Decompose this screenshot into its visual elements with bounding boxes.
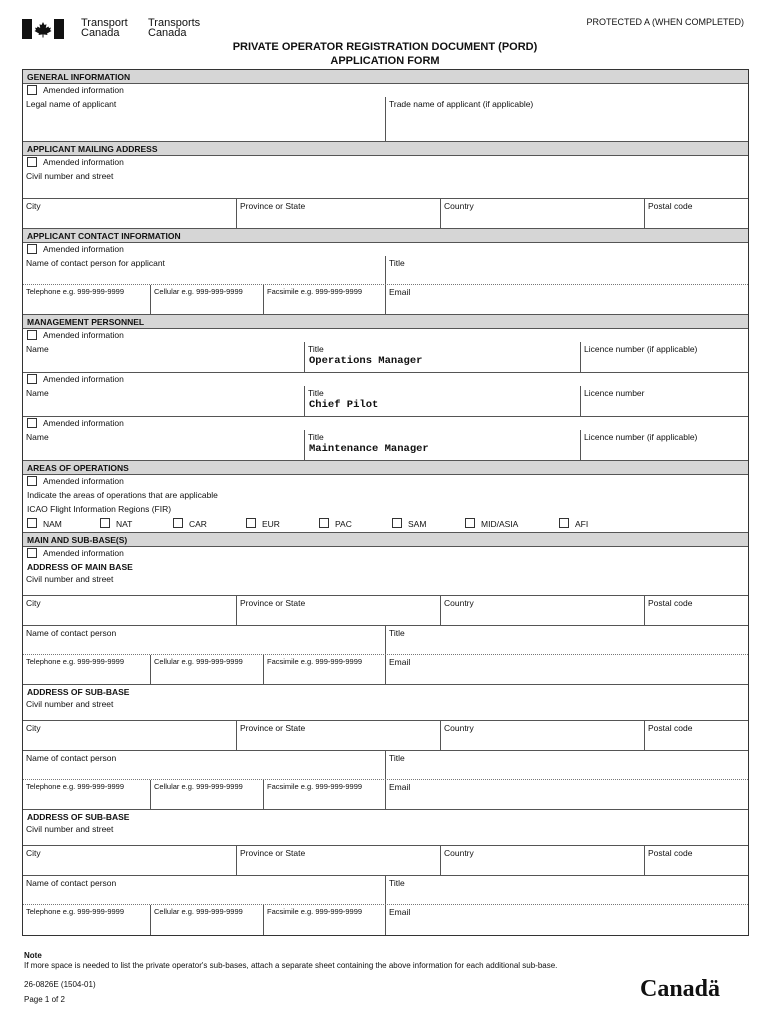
cellular-field[interactable]: Cellular e.g. 999-999-9999 [150,655,263,684]
canada-wordmark-logo: Canadä [640,976,721,1002]
fir-option-nam[interactable]: NAM [23,519,96,529]
row-contact-person [23,256,748,285]
sub-base-heading: ADDRESS OF SUB-BASE [27,812,130,822]
section-mailing-address: APPLICANT MAILING ADDRESS [23,142,748,156]
province-field[interactable]: Province or State [236,596,440,625]
fir-checkbox[interactable] [319,518,329,528]
amended-checkbox[interactable] [27,330,37,340]
row-main-civic [23,574,748,596]
section-areas-of-operations: AREAS OF OPERATIONS [23,461,748,475]
row-civic-address [23,169,748,199]
amended-checkbox[interactable] [27,418,37,428]
fir-option-mid-asia[interactable]: MID/ASIA [461,519,555,529]
trade-name-field[interactable]: Trade name of applicant (if applicable) [385,97,748,141]
fir-checkbox[interactable] [100,518,110,528]
section-contact-information: APPLICANT CONTACT INFORMATION [23,229,748,243]
note-text: If more space is needed to list the private operator's sub-bases, attach a separate sheet containing the above information for each additional sub-base. [24,961,558,970]
form-header [0,0,770,70]
row-manager-1 [23,342,748,373]
row-contact-phones [23,285,748,315]
facsimile-field[interactable]: Facsimile e.g. 999-999-9999 [263,780,385,809]
fir-option-car[interactable]: CAR [169,519,242,529]
manager-title-field[interactable]: Title Operations Manager [304,342,580,372]
protected-label: PROTECTED A (WHEN COMPLETED) [586,17,744,27]
telephone-field[interactable]: Telephone e.g. 999-999-9999 [26,657,124,666]
country-field[interactable]: Country [440,199,644,228]
form-number: 26-0826E (1504-01) [24,980,96,989]
manager-title-value: Maintenance Manager [309,443,429,455]
row-sub1-phones [23,780,748,810]
sub-base-heading: ADDRESS OF SUB-BASE [27,687,130,697]
licence-number-field[interactable]: Licence number [580,386,748,416]
fir-checkbox[interactable] [392,518,402,528]
manager-title-value: Chief Pilot [309,399,379,411]
telephone-field[interactable]: Telephone e.g. 999-999-9999 [26,782,124,791]
province-field[interactable]: Province or State [236,721,440,750]
country-field[interactable]: Country [440,846,644,875]
row-sub2-city [23,846,748,876]
city-field[interactable]: City [26,201,41,211]
civic-address-field[interactable]: Civil number and street [26,699,114,709]
country-field[interactable]: Country [440,596,644,625]
row-main-city [23,596,748,626]
row-sub2-contact [23,876,748,905]
email-field[interactable]: Email [385,780,748,809]
city-field[interactable]: City [26,598,41,608]
manager-name-field[interactable]: Name [26,388,49,398]
amended-contact: Amended information [23,243,748,256]
fir-checkbox[interactable] [559,518,569,528]
cellular-field[interactable]: Cellular e.g. 999-999-9999 [150,285,263,314]
fir-option-nat[interactable]: NAT [96,519,169,529]
fir-checkbox[interactable] [173,518,183,528]
department-name-french: Transports Canada [148,17,201,39]
fir-option-sam[interactable]: SAM [388,519,461,529]
row-sub1-contact [23,751,748,780]
licence-number-field[interactable]: Licence number (if applicable) [580,430,748,460]
canada-flag-icon [22,19,64,39]
manager-title-field[interactable]: Title Maintenance Manager [304,430,580,460]
row-sub2-civic [23,824,748,846]
amended-areas: Amended information [23,475,748,488]
licence-number-field[interactable]: Licence number (if applicable) [580,342,748,372]
row-manager-2 [23,386,748,417]
postal-code-field[interactable]: Postal code [644,846,748,875]
fir-option-afi[interactable]: AFI [555,519,628,529]
note-label: Note [24,951,42,960]
contact-person-field[interactable]: Name of contact person [26,628,117,638]
application-form [22,69,749,936]
amended-checkbox[interactable] [27,374,37,384]
postal-code-field[interactable]: Postal code [644,721,748,750]
row-manager-3 [23,430,748,461]
row-main-contact [23,626,748,655]
amended-general: Amended information [23,84,748,97]
amended-bases: Amended information [23,547,748,560]
fir-option-eur[interactable]: EUR [242,519,315,529]
facsimile-field[interactable]: Facsimile e.g. 999-999-9999 [263,285,385,314]
civic-address-field[interactable]: Civil number and street [26,574,114,584]
contact-title-field[interactable]: Title [385,751,748,779]
fir-checkbox[interactable] [246,518,256,528]
amended-checkbox[interactable] [27,157,37,167]
footer-note [24,951,557,971]
telephone-field[interactable]: Telephone e.g. 999-999-9999 [26,287,124,296]
amended-manager-2: Amended information [23,373,748,386]
row-sub1-city [23,721,748,751]
department-name-english: Transport Canada [81,17,128,39]
amended-manager-1: Amended information [23,329,748,342]
manager-title-field[interactable]: Title Chief Pilot [304,386,580,416]
city-field[interactable]: City [26,723,41,733]
row-applicant-names [23,97,748,142]
fir-checkbox[interactable] [27,518,37,528]
email-field[interactable]: Email [385,905,748,935]
form-subtitle: APPLICATION FORM [330,55,440,67]
fir-option-pac[interactable]: PAC [315,519,388,529]
contact-person-field[interactable]: Name of contact person for applicant [26,258,165,268]
form-title: PRIVATE OPERATOR REGISTRATION DOCUMENT (PORD) [232,41,538,53]
postal-code-field[interactable]: Postal code [644,199,748,228]
amended-checkbox[interactable] [27,548,37,558]
amended-checkbox[interactable] [27,244,37,254]
areas-instruction: Indicate the areas of operations that are applicable [27,490,218,500]
country-field[interactable]: Country [440,721,644,750]
section-management-personnel: MANAGEMENT PERSONNEL [23,315,748,329]
civic-address-field[interactable]: Civil number and street [26,824,114,834]
section-general-information: GENERAL INFORMATION [23,70,748,84]
contact-title-field[interactable]: Title [385,626,748,654]
telephone-field[interactable]: Telephone e.g. 999-999-9999 [26,907,124,916]
postal-code-field[interactable]: Postal code [644,596,748,625]
fir-checkbox[interactable] [465,518,475,528]
amended-manager-3: Amended information [23,417,748,430]
row-sub2-phones [23,905,748,935]
cellular-field[interactable]: Cellular e.g. 999-999-9999 [150,780,263,809]
row-sub1-civic [23,699,748,721]
amended-checkbox[interactable] [27,476,37,486]
contact-person-field[interactable]: Name of contact person [26,878,117,888]
facsimile-field[interactable]: Facsimile e.g. 999-999-9999 [263,655,385,684]
manager-name-field[interactable]: Name [26,432,49,442]
manager-title-value: Operations Manager [309,355,423,367]
legal-name-field[interactable]: Legal name of applicant [26,99,117,109]
email-field[interactable]: Email [385,655,748,684]
facsimile-field[interactable]: Facsimile e.g. 999-999-9999 [263,905,385,935]
contact-title-field[interactable]: Title [385,256,748,284]
email-field[interactable]: Email [385,285,748,314]
row-main-phones [23,655,748,685]
page-number: Page 1 of 2 [24,995,65,1004]
city-field[interactable]: City [26,848,41,858]
icao-fir-label: ICAO Flight Information Regions (FIR) [27,504,172,514]
province-field[interactable]: Province or State [236,199,440,228]
civic-address-field[interactable]: Civil number and street [26,171,114,181]
section-main-sub-bases: MAIN AND SUB-BASE(S) [23,533,748,547]
main-base-heading: ADDRESS OF MAIN BASE [27,562,133,572]
province-field[interactable]: Province or State [236,846,440,875]
row-city-province [23,199,748,229]
fir-checkbox-row [23,516,748,533]
amended-checkbox[interactable] [27,85,37,95]
cellular-field[interactable]: Cellular e.g. 999-999-9999 [150,905,263,935]
contact-title-field[interactable]: Title [385,876,748,904]
contact-person-field[interactable]: Name of contact person [26,753,117,763]
manager-name-field[interactable]: Name [26,344,49,354]
amended-mailing: Amended information [23,156,748,169]
